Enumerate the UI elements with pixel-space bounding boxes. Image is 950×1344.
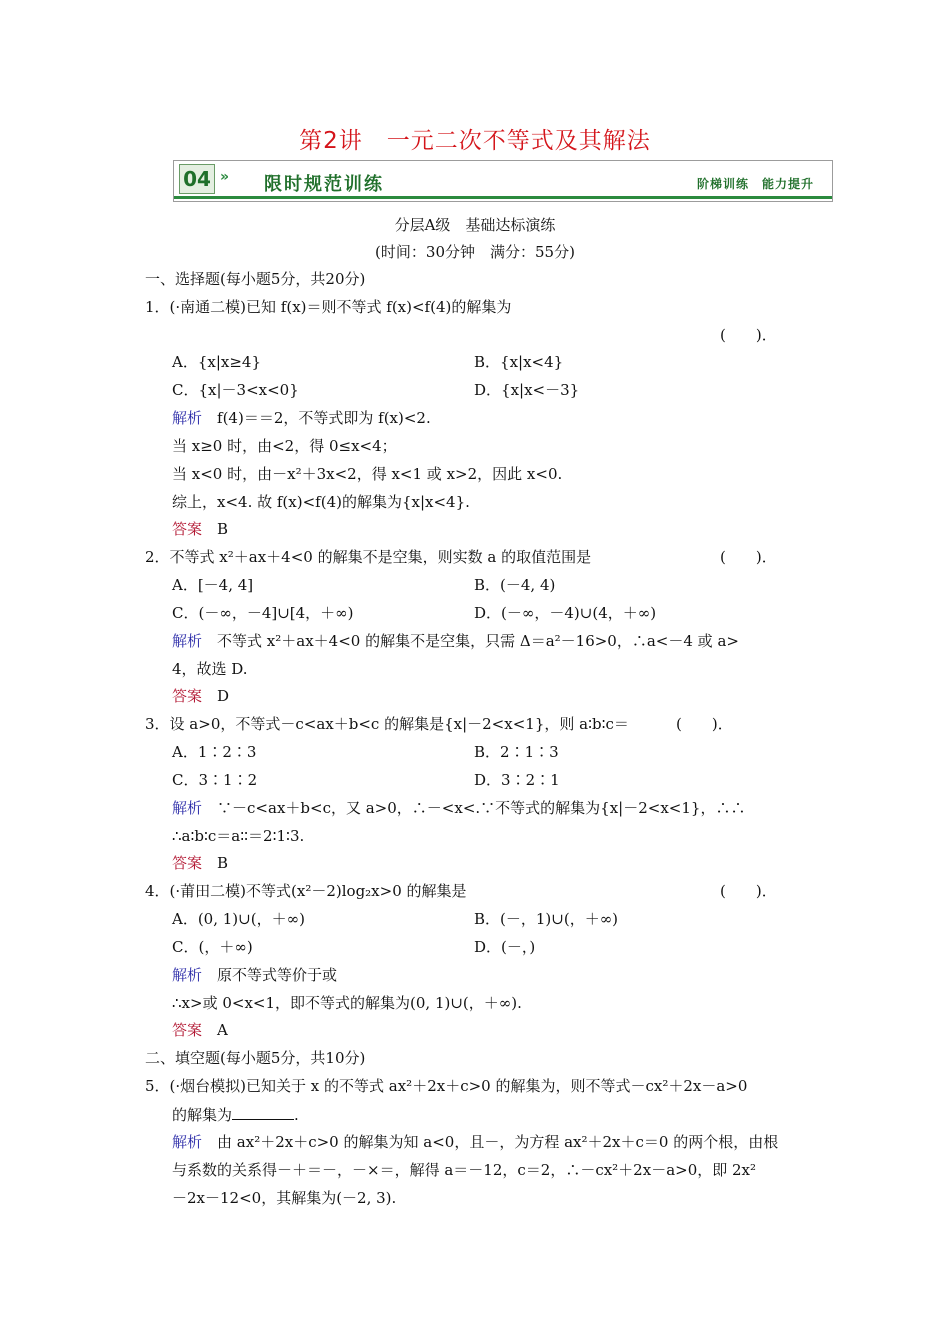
answer-value: B [217, 520, 229, 538]
question-1-analysis-line [172, 409, 431, 427]
answer-value: D [217, 687, 230, 705]
banner-name: 限时规范训练 [264, 174, 384, 195]
question-2-answer-line [172, 687, 229, 705]
question-4-analysis-2: ∴x>或 0<x<1，即不等式的解集为(0, 1)∪(，＋∞). [172, 994, 522, 1012]
question-2-option-b: B．(－4, 4) [474, 576, 556, 594]
analysis-text: 原不等式等价于或 [217, 966, 338, 984]
question-2-option-a: A．[－4, 4] [172, 576, 254, 594]
answer-blank [232, 1105, 294, 1120]
question-1-option-b: B．{x|x<4} [474, 353, 564, 371]
question-3-analysis-2: ∴a∶b∶c＝a∶∶＝2∶1∶3. [172, 827, 305, 845]
question-5-stem-end: . [294, 1106, 299, 1124]
question-3-option-a: A．1∶2∶3 [172, 743, 257, 761]
question-1-answer-line [172, 520, 228, 538]
answer-label: 答案 [172, 687, 203, 705]
question-1-option-a: A．{x|x≥4} [172, 353, 262, 371]
question-4-option-a: A．(0, 1)∪(，＋∞) [172, 910, 305, 928]
question-5-analysis-3: －2x－12<0，其解集为(－2, 3). [172, 1189, 397, 1207]
question-2-option-d: D．(－∞，－4)∪(4，＋∞) [474, 604, 657, 622]
chevron-icon: » [220, 169, 230, 185]
time-info: (时间：30分钟 满分：55分) [375, 243, 575, 261]
question-1-analysis-2: 当 x≥0 时，由<2，得 0≤x<4； [172, 437, 397, 455]
banner-slogan: 阶梯训练 能力提升 [696, 177, 814, 191]
question-5-analysis-2: 与系数的关系得－＋＝－，－×＝，解得 a＝－12，c＝2，∴－cx²＋2x－a>0，即 2x² [172, 1161, 757, 1179]
analysis-label: 解析 [172, 409, 203, 427]
question-4-answer-line [172, 1021, 228, 1039]
question-5-analysis-line [172, 1133, 778, 1151]
question-4-option-b: B．(－，1)∪(，＋∞) [474, 910, 619, 928]
answer-label: 答案 [172, 520, 203, 538]
question-4-stem: 4．(·莆田二模)不等式(x²－2)log₂x>0 的解集是 [145, 882, 467, 900]
question-4-paren: ( )． [720, 882, 777, 900]
question-2-paren: ( )． [720, 548, 777, 566]
page-title: 第2讲 一元二次不等式及其解法 [299, 128, 651, 154]
question-5-stem: 5．(·烟台模拟)已知关于 x 的不等式 ax²＋2x＋c>0 的解集为，则不等式－cx²＋2x－a>0 [145, 1077, 748, 1095]
question-2-stem: 2．不等式 x²＋ax＋4<0 的解集不是空集，则实数 a 的取值范围是 [145, 548, 592, 566]
banner-underline [174, 196, 832, 199]
question-2-option-c: C．(－∞，－4]∪[4，＋∞) [172, 604, 354, 622]
question-3-stem: 3．设 a>0，不等式－c<ax＋b<c 的解集是{x|－2<x<1}，则 a∶b∶c＝ [145, 715, 629, 733]
analysis-text: 由 ax²＋2x＋c>0 的解集为知 a<0，且－，为方程 ax²＋2x＋c＝0 的两个根，由根 [217, 1133, 779, 1151]
answer-label: 答案 [172, 854, 203, 872]
question-3-paren: ( )． [676, 715, 733, 733]
answer-label: 答案 [172, 1021, 203, 1039]
question-4-option-c: C．(，＋∞) [172, 938, 253, 956]
analysis-label: 解析 [172, 1133, 203, 1151]
question-4-analysis-line [172, 966, 337, 984]
question-1-paren: ( )． [720, 326, 777, 344]
level-heading: 分层A级 基础达标演练 [394, 216, 556, 234]
answer-value: A [217, 1021, 228, 1039]
analysis-label: 解析 [172, 799, 203, 817]
question-1-option-d: D．{x|x<－3} [474, 381, 580, 399]
question-1-stem: 1．(·南通二模)已知 f(x)＝则不等式 f(x)<f(4)的解集为 [145, 298, 512, 316]
question-1-analysis-4: 综上，x<4. 故 f(x)<f(4)的解集为{x|x<4}. [172, 493, 470, 511]
analysis-text: 不等式 x²＋ax＋4<0 的解集不是空集，只需 Δ＝a²－16>0，∴a<－4 或 a> [217, 632, 739, 650]
question-2-analysis-2: 4，故选 D. [172, 660, 248, 678]
analysis-text: f(4)＝＝2，不等式即为 f(x)<2. [217, 409, 431, 427]
banner-number: 04 [179, 164, 215, 194]
question-1-option-c: C．{x|－3<x<0} [172, 381, 299, 399]
section-choice-heading: 一、选择题(每小题5分，共20分) [145, 270, 366, 288]
question-3-answer-line [172, 854, 228, 872]
analysis-label: 解析 [172, 966, 203, 984]
question-3-option-c: C．3∶1∶2 [172, 771, 258, 789]
question-3-option-d: D．3∶2∶1 [474, 771, 560, 789]
section-banner [173, 160, 833, 202]
question-5-stem-line-2 [172, 1105, 299, 1124]
question-2-analysis-line [172, 632, 739, 650]
question-3-option-b: B．2∶1∶3 [474, 743, 559, 761]
analysis-text: ∵－c<ax＋b<c，又 a>0，∴－<x<.∵不等式的解集为{x|－2<x<1}，∴∴ [217, 799, 746, 817]
section-fill-heading: 二、填空题(每小题5分，共10分) [145, 1049, 366, 1067]
question-3-analysis-line [172, 799, 745, 817]
answer-value: B [217, 854, 229, 872]
question-1-analysis-3: 当 x<0 时，由－x²＋3x<2，得 x<1 或 x>2，因此 x<0. [172, 465, 563, 483]
question-5-stem-text: 的解集为 [172, 1106, 233, 1124]
analysis-label: 解析 [172, 632, 203, 650]
question-4-option-d: D．(－，) [474, 938, 536, 956]
